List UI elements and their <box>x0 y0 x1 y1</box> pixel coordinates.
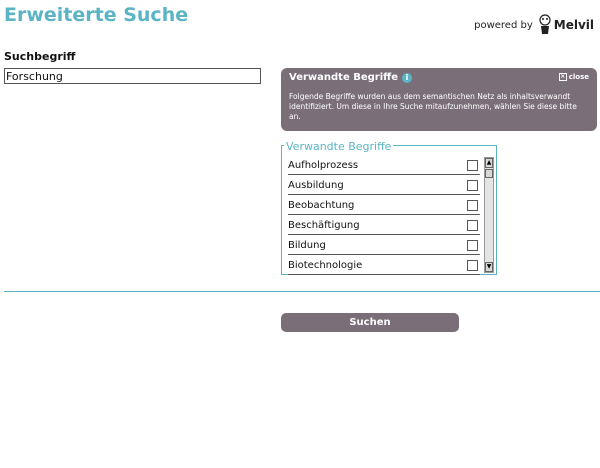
related-term-label: Ausbildung <box>288 179 344 191</box>
logo-word: Melvil <box>553 18 594 32</box>
list-scrollbar[interactable] <box>484 157 494 273</box>
related-term-label: Beobachtung <box>288 199 355 211</box>
melvil-logo <box>537 14 594 36</box>
scroll-up-arrow-icon[interactable]: ▲ <box>486 159 492 166</box>
list-item[interactable] <box>288 196 480 215</box>
related-term-label: Bildung <box>288 239 326 251</box>
search-label: Suchbegriff <box>4 50 76 63</box>
related-terms-legend: Verwandte Begriffe <box>286 140 392 153</box>
scroll-down-arrow-icon[interactable]: ▼ <box>486 263 492 270</box>
related-terms-box <box>281 140 497 275</box>
powered-by-logo <box>474 14 594 36</box>
related-terms-list <box>288 156 480 275</box>
close-icon: × <box>560 73 566 80</box>
info-text: Folgende Begriffe wurden aus dem semantischen Netz als inhaltsverwandt identifiziert. Um diese in Ihre Suche mitaufzunehmen, wählen Sie diese bitte an. <box>289 92 577 121</box>
search-button[interactable]: Suchen <box>281 313 459 332</box>
list-item[interactable] <box>288 156 480 175</box>
list-item[interactable] <box>288 236 480 255</box>
scroll-thumb[interactable] <box>485 169 493 178</box>
related-term-checkbox[interactable] <box>467 220 478 231</box>
related-term-checkbox[interactable] <box>467 240 478 251</box>
info-title-text: Verwandte Begriffe <box>289 72 399 83</box>
list-item[interactable] <box>288 216 480 235</box>
close-button[interactable] <box>559 73 589 81</box>
powered-by-label: powered by <box>474 19 533 31</box>
related-term-label: Biotechnologie <box>288 259 363 271</box>
section-divider <box>4 291 600 292</box>
list-item[interactable] <box>288 256 480 275</box>
list-item[interactable] <box>288 176 480 195</box>
page-title: Erweiterte Suche <box>4 4 189 26</box>
related-term-checkbox[interactable] <box>467 260 478 271</box>
related-term-label: Aufholprozess <box>288 159 359 171</box>
search-input[interactable] <box>4 68 261 84</box>
related-term-label: Beschäftigung <box>288 219 360 231</box>
related-info-panel <box>281 68 597 131</box>
related-term-checkbox[interactable] <box>467 160 478 171</box>
related-term-checkbox[interactable] <box>467 200 478 211</box>
close-label: close <box>568 73 589 81</box>
related-term-checkbox[interactable] <box>467 180 478 191</box>
mascot-icon <box>537 14 553 36</box>
info-icon[interactable]: i <box>402 73 412 83</box>
info-title <box>289 72 412 83</box>
